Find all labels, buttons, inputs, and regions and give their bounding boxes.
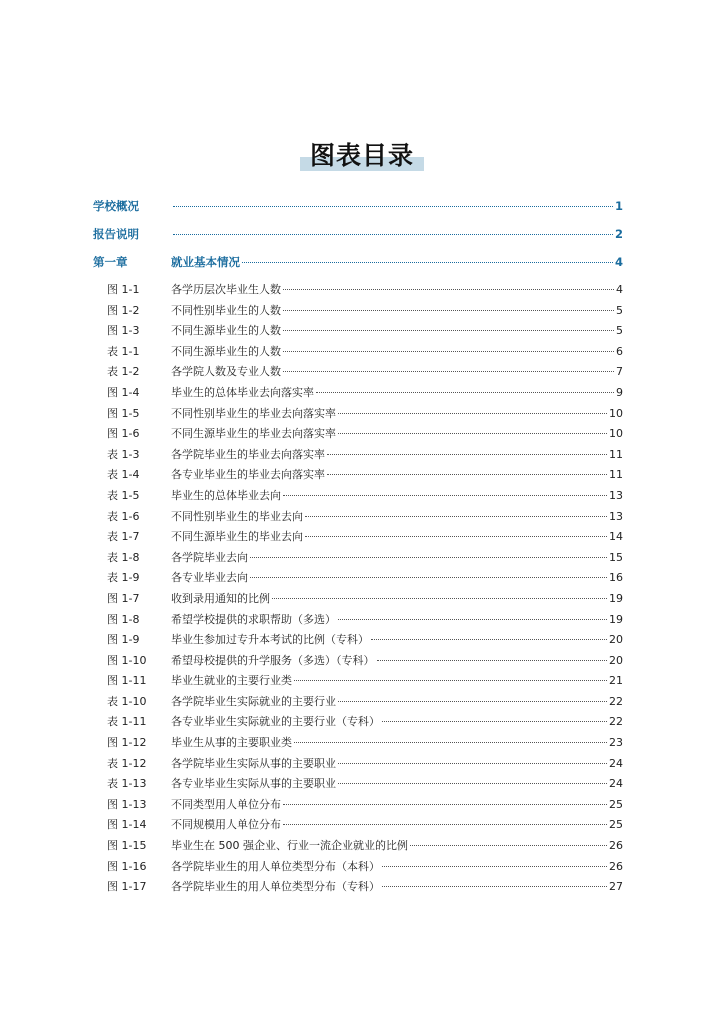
- toc-entry-row[interactable]: [93, 490, 623, 511]
- toc-label: 表 1-8: [107, 550, 140, 564]
- toc-dot-leader: [173, 234, 613, 235]
- toc-dot-leader: [250, 557, 607, 558]
- toc-page-number: 1: [614, 199, 623, 213]
- toc-entry-row[interactable]: [93, 408, 623, 429]
- toc-page-number: 25: [609, 797, 623, 811]
- toc-section-row[interactable]: [93, 228, 623, 256]
- toc-label: 表 1-12: [107, 756, 147, 770]
- toc-label: 图 1-13: [107, 797, 147, 811]
- page-title-block: [302, 136, 422, 172]
- toc-label: 表 1-3: [107, 447, 140, 461]
- toc-page-number: 6: [616, 344, 623, 358]
- toc-dot-leader: [283, 495, 607, 496]
- toc-dot-leader: [173, 206, 613, 207]
- toc-page-number: 20: [609, 653, 623, 667]
- toc-page-number: 11: [609, 447, 623, 461]
- toc-entry-row[interactable]: [93, 861, 623, 882]
- toc-entry-row[interactable]: [93, 305, 623, 326]
- toc-page-number: 15: [609, 550, 623, 564]
- toc-entry-row[interactable]: [93, 655, 623, 676]
- toc-dot-leader: [338, 619, 607, 620]
- toc-dot-leader: [283, 351, 614, 352]
- toc-entry-row[interactable]: [93, 428, 623, 449]
- toc-label: 表 1-10: [107, 694, 147, 708]
- toc-page-number: 9: [616, 385, 623, 399]
- toc-dot-leader: [283, 371, 614, 372]
- toc-title: 各学院毕业生的用人单位类型分布（专科）: [171, 880, 380, 894]
- toc-entry-row[interactable]: [93, 840, 623, 861]
- toc-page-number: 19: [609, 591, 623, 605]
- toc-dot-leader: [327, 474, 607, 475]
- toc-dot-leader: [377, 660, 608, 661]
- toc-dot-leader: [305, 536, 607, 537]
- toc-label: 图 1-10: [107, 653, 147, 667]
- toc-dot-leader: [250, 577, 607, 578]
- toc-page-number: 10: [609, 427, 623, 441]
- toc-page-number: 24: [609, 777, 623, 791]
- toc-page-number: 2: [614, 227, 623, 241]
- toc-title: 毕业生的总体毕业去向落实率: [171, 385, 314, 399]
- toc-label: 图 1-9: [107, 633, 140, 647]
- toc-title: 不同生源毕业生的人数: [171, 344, 281, 358]
- toc-entry-row[interactable]: [93, 366, 623, 387]
- toc-dot-leader: [272, 598, 607, 599]
- toc-title: 希望学校提供的求职帮助（多选）: [171, 612, 336, 626]
- toc-title: 不同性别毕业生的毕业去向: [171, 509, 303, 523]
- toc-entry-row[interactable]: [93, 449, 623, 470]
- toc-title: 不同规模用人单位分布: [171, 818, 281, 832]
- toc-title: 各专业毕业生的毕业去向落实率: [171, 468, 325, 482]
- toc-page-number: 19: [609, 612, 623, 626]
- toc-entry-row[interactable]: [93, 531, 623, 552]
- toc-title: 毕业生参加过专升本考试的比例（专科）: [171, 633, 369, 647]
- toc-entry-row[interactable]: [93, 325, 623, 346]
- toc-page-number: 4: [616, 283, 623, 296]
- toc-label: 图 1-6: [107, 427, 140, 441]
- toc-label: 图 1-2: [107, 303, 140, 317]
- toc-entry-row[interactable]: [93, 716, 623, 737]
- toc-page-number: 20: [609, 633, 623, 647]
- title-area: [0, 136, 724, 172]
- toc-section-row[interactable]: [93, 256, 623, 284]
- toc-title: 不同生源毕业生的人数: [171, 324, 281, 338]
- toc-dot-leader: [338, 783, 607, 784]
- toc-label: 表 1-13: [107, 777, 147, 791]
- toc-label: 图 1-12: [107, 736, 147, 750]
- toc-label: 图 1-11: [107, 674, 147, 688]
- toc-entry-row[interactable]: [93, 881, 623, 902]
- toc-title: 不同生源毕业生的毕业去向: [171, 530, 303, 544]
- toc-dot-leader: [283, 824, 607, 825]
- toc-page-number: 13: [609, 509, 623, 523]
- toc-entry-row[interactable]: [93, 552, 623, 573]
- toc-title: 毕业生的总体毕业去向: [171, 488, 281, 502]
- toc-dot-leader: [382, 866, 607, 867]
- toc-dot-leader: [371, 639, 607, 640]
- toc-entry-row[interactable]: [93, 593, 623, 614]
- toc-page-number: 16: [609, 571, 623, 585]
- toc-page-number: 26: [609, 839, 623, 853]
- toc-title: 各学院毕业生实际就业的主要行业: [171, 694, 336, 708]
- toc-dot-leader: [283, 310, 614, 311]
- toc-entry-row[interactable]: [93, 819, 623, 840]
- toc-label: 表 1-7: [107, 530, 140, 544]
- toc-title: 毕业生从事的主要职业类: [171, 736, 292, 750]
- toc-title: 各专业毕业生实际从事的主要职业: [171, 777, 336, 791]
- toc-dot-leader: [327, 454, 607, 455]
- toc-label: 图 1-7: [107, 591, 140, 605]
- toc-label: 图 1-1: [107, 283, 140, 296]
- toc-label: 学校概况: [93, 199, 139, 213]
- toc-page-number: 11: [609, 468, 623, 482]
- toc-entry-row[interactable]: [93, 614, 623, 635]
- toc-entry-row[interactable]: [93, 634, 623, 655]
- toc-dot-leader: [305, 516, 607, 517]
- toc-title: 毕业生就业的主要行业类: [171, 674, 292, 688]
- toc-title: 各学院毕业生实际从事的主要职业: [171, 756, 336, 770]
- toc-label: 图 1-14: [107, 818, 147, 832]
- toc-title: 毕业生在 500 强企业、行业一流企业就业的比例: [171, 839, 408, 853]
- toc-label: 图 1-8: [107, 612, 140, 626]
- toc-dot-leader: [283, 804, 607, 805]
- toc-label: 图 1-4: [107, 385, 140, 399]
- toc-dot-leader: [283, 289, 614, 290]
- toc-page-number: 23: [609, 736, 623, 750]
- toc-label: 报告说明: [93, 227, 139, 241]
- toc-page-number: 22: [609, 694, 623, 708]
- toc-dot-leader: [338, 701, 607, 702]
- toc-title: 不同类型用人单位分布: [171, 797, 281, 811]
- toc-dot-leader: [294, 680, 607, 681]
- toc-dot-leader: [338, 413, 607, 414]
- toc-label: 表 1-2: [107, 365, 140, 379]
- toc-label: 表 1-9: [107, 571, 140, 585]
- toc-title: 各学院毕业生的毕业去向落实率: [171, 447, 325, 461]
- toc-page-number: 21: [609, 674, 623, 688]
- toc-title: 各专业毕业去向: [171, 571, 248, 585]
- toc-page-number: 5: [616, 303, 623, 317]
- toc-dot-leader: [338, 433, 607, 434]
- toc-dot-leader: [382, 886, 607, 887]
- toc-label: 表 1-11: [107, 715, 147, 729]
- toc-title: 收到录用通知的比例: [171, 591, 270, 605]
- toc-page-number: 14: [609, 530, 623, 544]
- toc-title: 不同生源毕业生的毕业去向落实率: [171, 427, 336, 441]
- toc-page-number: 5: [616, 324, 623, 338]
- toc-page-number: 7: [616, 365, 623, 379]
- toc-entry-row[interactable]: [93, 511, 623, 532]
- toc-entry-row[interactable]: [93, 737, 623, 758]
- toc-label: 第一章: [93, 255, 128, 269]
- toc-entry-row[interactable]: [93, 387, 623, 408]
- toc-dot-leader: [242, 262, 613, 263]
- toc-label: 表 1-1: [107, 344, 140, 358]
- toc-title: 各学院人数及专业人数: [171, 365, 281, 379]
- toc-page-number: 26: [609, 859, 623, 873]
- toc-page-number: 4: [614, 255, 623, 269]
- toc-label: 图 1-17: [107, 880, 147, 894]
- page-title: 图表目录: [309, 141, 414, 170]
- toc-label: 表 1-6: [107, 509, 140, 523]
- toc-entry-row[interactable]: [93, 346, 623, 367]
- toc-page-number: 22: [609, 715, 623, 729]
- toc-dot-leader: [382, 721, 607, 722]
- toc-entry-row[interactable]: [93, 469, 623, 490]
- toc-page-number: 25: [609, 818, 623, 832]
- toc-label: 表 1-5: [107, 488, 140, 502]
- toc-page-number: 24: [609, 756, 623, 770]
- toc-entry-row[interactable]: [93, 675, 623, 696]
- toc-dot-leader: [294, 742, 607, 743]
- toc-page-number: 13: [609, 488, 623, 502]
- toc-title: 就业基本情况: [171, 255, 240, 269]
- toc-dot-leader: [338, 763, 607, 764]
- toc-entry-row[interactable]: [93, 284, 623, 305]
- toc-page-number: 10: [609, 406, 623, 420]
- toc-entry-row[interactable]: [93, 758, 623, 779]
- toc-label: 图 1-16: [107, 859, 147, 873]
- table-of-contents: [93, 200, 623, 902]
- toc-entries: [93, 284, 623, 902]
- toc-title: 各学历层次毕业生人数: [171, 283, 281, 296]
- toc-entry-row[interactable]: [93, 696, 623, 717]
- toc-sections: [93, 200, 623, 284]
- toc-entry-row[interactable]: [93, 778, 623, 799]
- toc-section-row[interactable]: [93, 200, 623, 228]
- toc-label: 表 1-4: [107, 468, 140, 482]
- toc-title: 各学院毕业生的用人单位类型分布（本科）: [171, 859, 380, 873]
- toc-page-number: 27: [609, 880, 623, 894]
- toc-dot-leader: [316, 392, 614, 393]
- toc-title: 各专业毕业生实际就业的主要行业（专科）: [171, 715, 380, 729]
- toc-entry-row[interactable]: [93, 799, 623, 820]
- toc-dot-leader: [410, 845, 607, 846]
- toc-entry-row[interactable]: [93, 572, 623, 593]
- toc-title: 不同性别毕业生的毕业去向落实率: [171, 406, 336, 420]
- toc-label: 图 1-5: [107, 406, 140, 420]
- toc-dot-leader: [283, 330, 614, 331]
- toc-title: 各学院毕业去向: [171, 550, 248, 564]
- toc-label: 图 1-3: [107, 324, 140, 338]
- toc-title: 不同性别毕业生的人数: [171, 303, 281, 317]
- toc-label: 图 1-15: [107, 839, 147, 853]
- toc-title: 希望母校提供的升学服务（多选）（专科）: [171, 653, 375, 667]
